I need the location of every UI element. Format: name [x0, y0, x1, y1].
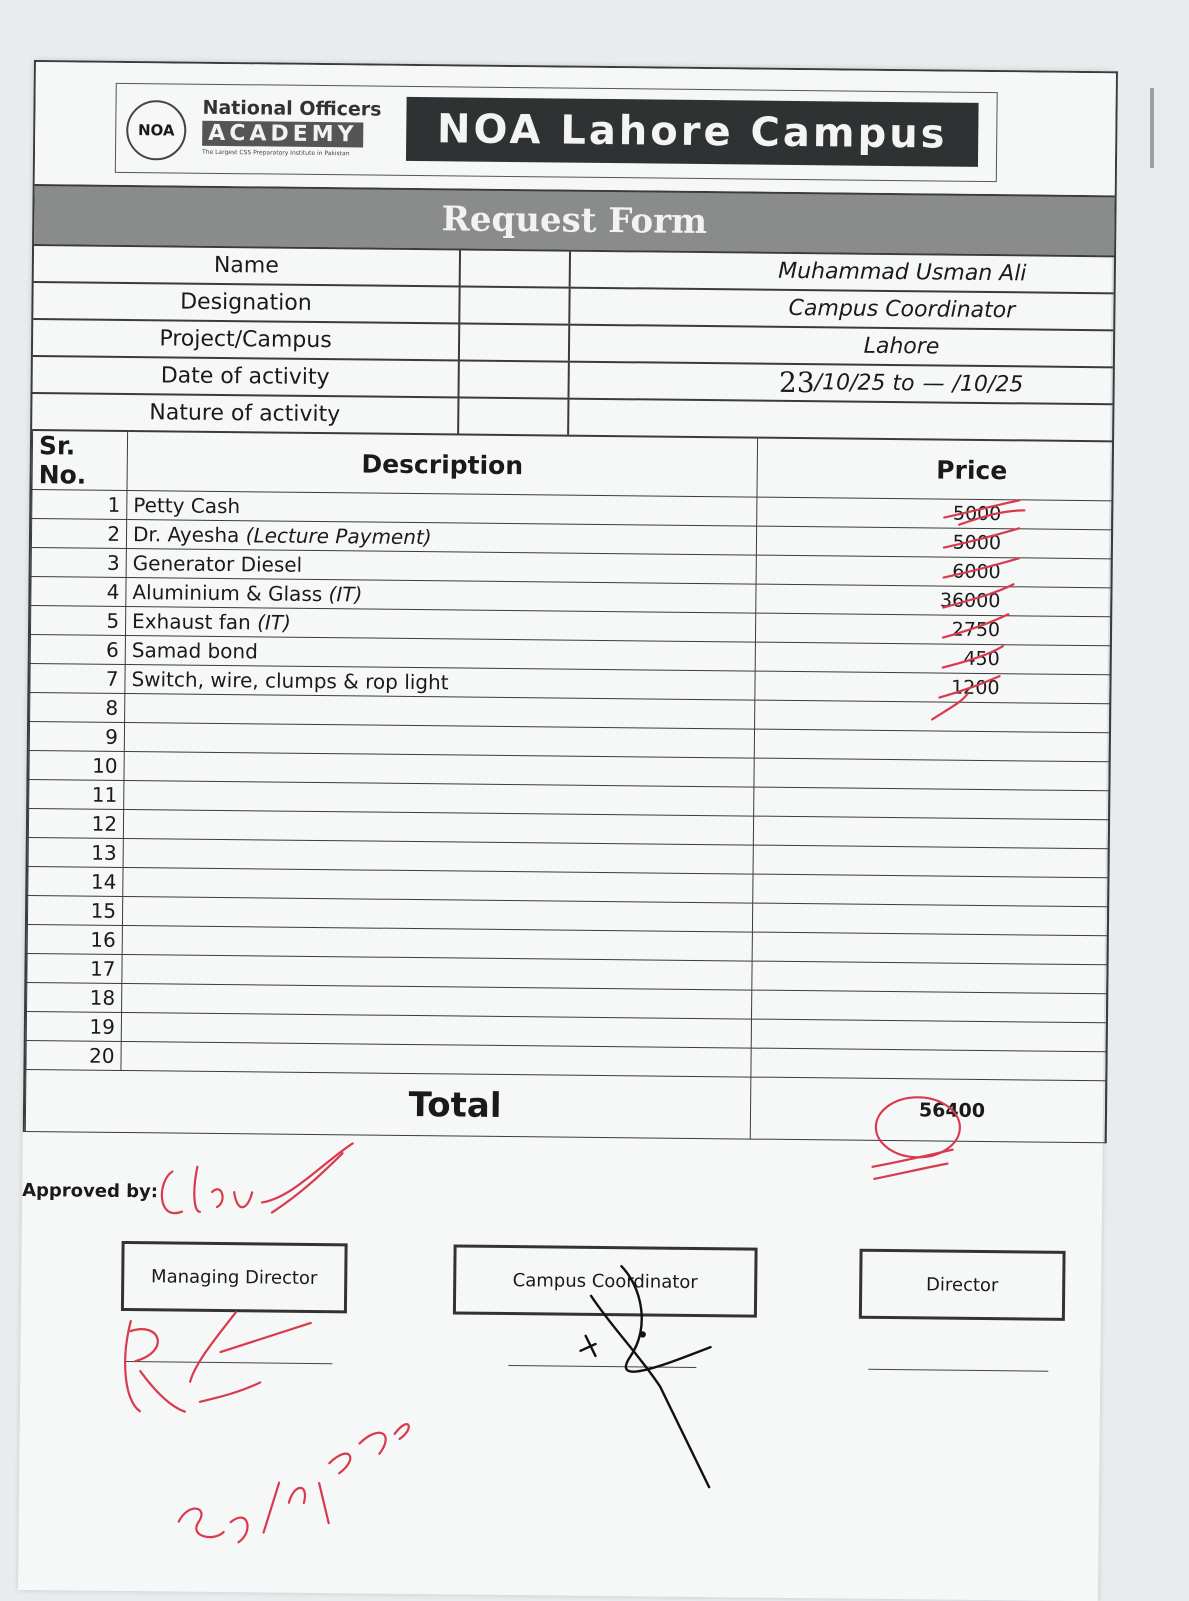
row-number: 17 [27, 953, 122, 983]
info-label: Designation [33, 283, 460, 322]
row-price: 5000 [757, 497, 1112, 530]
column-header-description: Description [127, 431, 758, 497]
row-price [752, 903, 1107, 936]
description-text: Switch, wire, clumps & rop light [131, 667, 448, 694]
info-value [569, 400, 1112, 441]
description-text: Dr. Ayesha [133, 522, 246, 547]
page-edge-mark [1150, 88, 1154, 168]
info-label: Date of activity [33, 357, 460, 396]
handwritten-date-mark [178, 1422, 408, 1544]
row-number: 12 [28, 808, 123, 838]
row-price [754, 787, 1109, 820]
description-text: Aluminium & Glass [132, 580, 328, 606]
logo-tagline: The Largest CSS Preparatory Institute in Pakistan [202, 149, 350, 158]
noa-emblem-icon: NOA [126, 100, 187, 161]
signature-box-managing-director [121, 1241, 348, 1313]
signature-line-director [868, 1369, 1048, 1372]
info-label: Project/Campus [33, 320, 460, 359]
info-value: Muhammad Usman Ali [571, 252, 1114, 293]
row-price: 1200 [755, 671, 1110, 704]
logo-banner [115, 83, 998, 182]
row-number: 8 [30, 692, 125, 722]
row-price: 6000 [756, 555, 1111, 588]
total-underline-mark [872, 1149, 952, 1180]
signature-box-label: Managing Director [151, 1266, 318, 1289]
row-price [752, 932, 1107, 965]
signature-box-label: Campus Coordinator [513, 1270, 698, 1293]
row-price [753, 816, 1108, 849]
row-price: 2750 [755, 613, 1110, 646]
row-price [751, 1019, 1106, 1052]
row-price: 5000 [756, 526, 1111, 559]
info-value: Campus Coordinator [570, 289, 1113, 330]
total-row [25, 1069, 1106, 1142]
form-title-bar [34, 184, 1115, 255]
row-number: 19 [26, 1011, 121, 1041]
description-text: Exhaust fan [132, 609, 257, 634]
row-number: 20 [26, 1040, 121, 1070]
signature-line-managing-director [124, 1361, 332, 1364]
total-label: Total [25, 1069, 751, 1139]
row-number: 14 [28, 866, 123, 896]
row-price [751, 1048, 1106, 1081]
items-table [25, 429, 1113, 1143]
row-price [753, 874, 1108, 907]
request-form-sheet [18, 60, 1114, 1601]
row-number: 15 [27, 895, 122, 925]
form-title: Request Form [441, 199, 707, 242]
row-number: 4 [31, 576, 126, 606]
row-price [753, 845, 1108, 878]
info-label: Name [34, 246, 461, 285]
description-note: (Lecture Payment) [246, 523, 432, 549]
logo-title-line1: National Officers [202, 97, 381, 121]
row-price: 450 [755, 642, 1110, 675]
column-header-sr: Sr. No. [32, 430, 128, 490]
row-price [751, 990, 1106, 1023]
date-part-end: /10/25 [952, 372, 1023, 398]
column-header-price: Price [757, 438, 1113, 501]
description-text: Petty Cash [133, 493, 240, 518]
info-value-date [569, 363, 1112, 404]
campus-title: NOA Lahore Campus [406, 97, 979, 167]
signature-dot [641, 1332, 645, 1336]
row-number: 3 [31, 547, 126, 577]
info-value: Lahore [570, 326, 1113, 367]
row-number: 9 [29, 721, 124, 751]
row-number: 2 [31, 519, 126, 549]
row-number: 16 [27, 924, 122, 954]
description-note: (IT) [257, 610, 291, 634]
signature-box-label: Director [926, 1274, 999, 1296]
row-number: 6 [30, 634, 125, 664]
row-number: 7 [30, 663, 125, 693]
handwritten-day: 23 [779, 366, 815, 399]
info-label: Nature of activity [32, 394, 459, 433]
row-price: 36000 [756, 584, 1111, 617]
logo-title-line2: ACADEMY [202, 121, 364, 148]
signature-box-director [859, 1249, 1066, 1321]
signature-box-campus-coordinator [453, 1244, 758, 1317]
row-price [754, 729, 1109, 762]
total-value: 56400 [750, 1077, 1106, 1143]
signature-line-campus-coordinator [508, 1365, 696, 1368]
request-form [23, 60, 1118, 1143]
date-part: /10/25 to [814, 370, 914, 396]
approved-by-label: Approved by: [22, 1180, 158, 1202]
description-text: Samad bond [132, 638, 258, 663]
row-number: 18 [27, 982, 122, 1012]
row-price [752, 961, 1107, 994]
row-number: 11 [29, 779, 124, 809]
row-number: 13 [28, 837, 123, 867]
handwritten-dash: — [922, 371, 944, 396]
row-price [755, 700, 1110, 733]
approver-signature [162, 1141, 353, 1215]
table-header-row [32, 430, 1113, 501]
row-price [754, 758, 1109, 791]
description-note: (IT) [328, 582, 362, 606]
form-header [35, 62, 1116, 195]
row-number: 1 [32, 490, 127, 520]
description-text: Generator Diesel [133, 551, 303, 577]
row-number: 10 [29, 750, 124, 780]
row-number: 5 [30, 605, 125, 635]
